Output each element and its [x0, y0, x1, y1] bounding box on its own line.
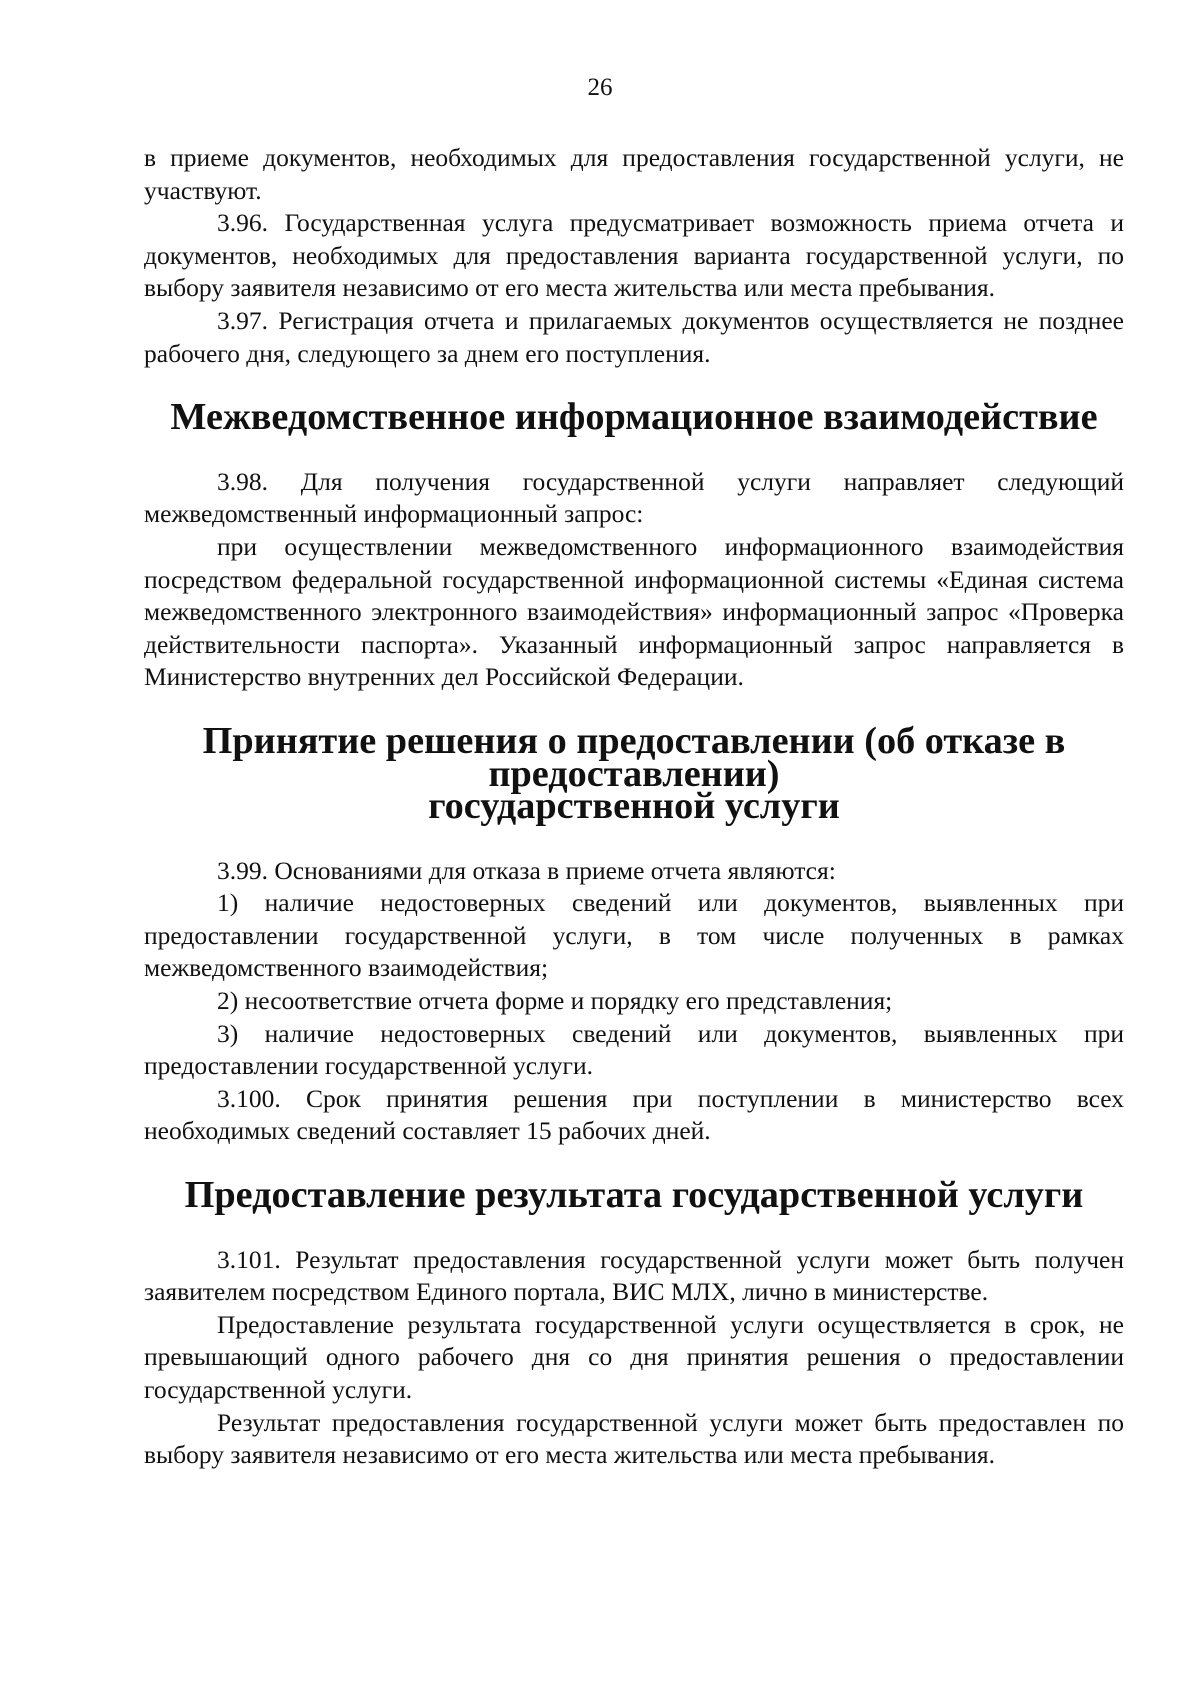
list-item-1: 1) наличие недостоверных сведений или документов, выявленных при предоставлении государственной услуги, в том числе полученных в рамках межведомственного взаимодействия; — [144, 888, 1124, 983]
section-heading-interagency — [144, 396, 1124, 439]
list-item-2: 2) несоответствие отчета форме и порядку его представления; — [217, 986, 893, 1016]
list-item-3: 3) наличие недостоверных сведений или документов, выявленных при предоставлении государственной услуги. — [144, 1018, 1124, 1081]
section-heading-result — [144, 1174, 1124, 1217]
heading-line: Принятие решения о предоставлении (об отказе в предоставлении) — [202, 719, 1066, 795]
heading-line: Межведомственное информационное взаимодействие — [170, 396, 1098, 439]
paragraph-3-100: 3.100. Срок принятия решения при поступлении в министерство всех необходимых сведений составляет 15 рабочих дней. — [144, 1083, 1124, 1146]
page-number: 26 — [587, 74, 613, 101]
heading-line: Предоставление результата государственной услуги — [184, 1174, 1084, 1217]
spacer — [144, 434, 1124, 466]
heading-line: государственной услуги — [428, 785, 840, 828]
paragraph-3-97: 3.97. Регистрация отчета и прилагаемых документов осуществляется не позднее рабочего дня, следующего за днем его поступления. — [144, 305, 1124, 368]
paragraph-continuation: в приеме документов, необходимых для предоставления государственной услуги, не участвуют. — [144, 143, 1124, 205]
spacer — [144, 1212, 1124, 1244]
paragraph-3-96: 3.96. Государственная услуга предусматривает возможность приема отчета и документов, необходимых для предоставления варианта государственной услуги, по выбору заявителя независимо от его места жительства или места пребывания. — [144, 208, 1124, 303]
paragraph-interagency-request: при осуществлении межведомственного информационного взаимодействия посредством федеральной государственной информационной системы «Единая система межведомственного электронного взаимодействия» информационный запрос «Проверка действительности паспорта». Указанный информационный запрос направляется в Министерство внутренних дел Российской Федерации. — [144, 531, 1124, 692]
section-heading-decision — [144, 719, 1124, 828]
spacer — [144, 823, 1124, 855]
document-body — [144, 142, 1124, 1472]
paragraph-3-101: 3.101. Результат предоставления государственной услуги может быть получен заявителем посредством Единого портала, ВИС МЛХ, лично в министерстве. — [144, 1244, 1124, 1307]
paragraph-result-term: Предоставление результата государственной услуги осуществляется в срок, не превышающий одного рабочего дня со дня принятия решения о предоставлении государственной услуги. — [144, 1309, 1124, 1404]
paragraph-result-choice: Результат предоставления государственной услуги может быть предоставлен по выбору заявителя независимо от его места жительства или места пребывания. — [144, 1407, 1124, 1470]
paragraph-3-98: 3.98. Для получения государственной услуги направляет следующий межведомственный информационный запрос: — [144, 466, 1124, 529]
paragraph-3-99: 3.99. Основаниями для отказа в приеме отчета являются: — [217, 855, 836, 885]
